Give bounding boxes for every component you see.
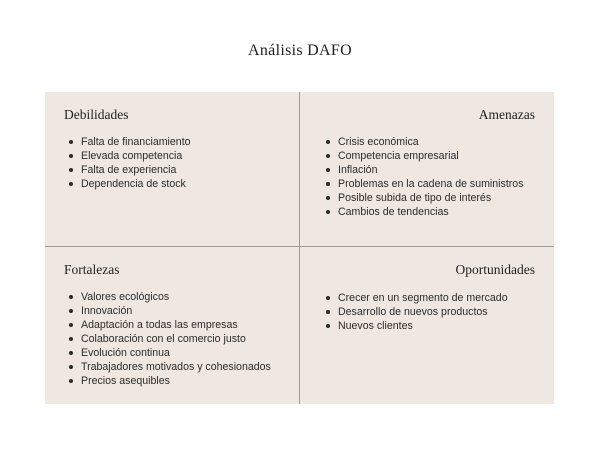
list-debilidades (64, 135, 299, 191)
list-item: Evolución continua (64, 346, 299, 360)
list-item: Cambios de tendencias (321, 205, 535, 219)
list-amenazas (321, 135, 535, 219)
list-item: Desarrollo de nuevos productos (321, 305, 535, 319)
list-item: Colaboración con el comercio justo (64, 332, 299, 346)
page-title: Análisis DAFO (248, 42, 352, 59)
quadrant-title-fortalezas: Fortalezas (64, 262, 120, 277)
list-item: Falta de financiamiento (64, 135, 299, 149)
list-item: Innovación (64, 304, 299, 318)
list-item: Dependencia de stock (64, 177, 299, 191)
list-item: Falta de experiencia (64, 163, 299, 177)
list-item: Adaptación a todas las empresas (64, 318, 299, 332)
list-item: Problemas en la cadena de suministros (321, 177, 535, 191)
list-item: Competencia empresarial (321, 149, 535, 163)
quadrant-title-amenazas: Amenazas (478, 107, 535, 122)
quadrant-debilidades (45, 92, 299, 246)
list-item: Posible subida de tipo de interés (321, 191, 535, 205)
list-item: Trabajadores motivados y cohesionados (64, 360, 299, 374)
quadrant-title-oportunidades: Oportunidades (455, 262, 535, 277)
list-item: Nuevos clientes (321, 319, 535, 333)
list-oportunidades (321, 291, 535, 333)
list-item: Inflación (321, 163, 535, 177)
quadrant-title-debilidades: Debilidades (64, 107, 129, 122)
swot-board (45, 92, 554, 404)
list-item: Elevada competencia (64, 149, 299, 163)
quadrant-amenazas (300, 92, 554, 246)
list-item: Crisis económica (321, 135, 535, 149)
list-fortalezas (64, 290, 299, 388)
list-item: Crecer en un segmento de mercado (321, 291, 535, 305)
list-item: Precios asequibles (64, 374, 299, 388)
quadrant-oportunidades (300, 247, 554, 404)
list-item: Valores ecológicos (64, 290, 299, 304)
quadrant-fortalezas (45, 247, 299, 404)
